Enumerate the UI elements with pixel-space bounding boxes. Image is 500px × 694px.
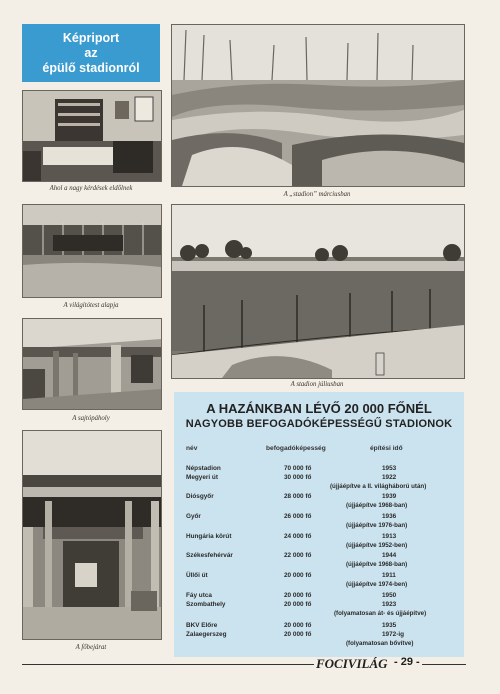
title-line-1: Képriport xyxy=(62,30,120,45)
lighting-base-photo xyxy=(22,204,162,298)
table-row-note: (folyamatosan át- és újjáépítve) xyxy=(334,610,427,617)
column-header-capacity: befogadóképesség xyxy=(266,445,326,452)
footer-rule-right xyxy=(422,664,466,665)
main-entrance-photo xyxy=(22,430,162,640)
report-title-box xyxy=(22,24,160,82)
stadium-july-caption: A stadion júliusban xyxy=(290,381,344,388)
stadium-march-caption: A „stadion” márciusban xyxy=(283,191,351,198)
column-header-year: építési idő xyxy=(370,445,403,452)
title-line-3: épülő stadionról xyxy=(42,60,140,75)
table-row-note: (újjáépítve 1976-ban) xyxy=(346,522,408,529)
press-box-photo xyxy=(22,318,162,410)
stadium-july-photo xyxy=(171,204,465,379)
table-row-note: (újjáépítve a II. világháború után) xyxy=(330,483,427,490)
table-heading-2: NAGYOBB BEFOGADÓKÉPESSÉGŰ STADIONOK xyxy=(185,418,453,430)
table-row-note: (újjáépítve 1968-ban) xyxy=(346,502,408,509)
press-box-caption: A sajtópáholy xyxy=(72,415,110,422)
table-row-note: (újjáépítve 1968-ban) xyxy=(346,561,408,568)
stadium-march-photo xyxy=(171,24,465,187)
title-line-2: az xyxy=(84,45,98,60)
stadium-table: A HAZÁNKBAN LÉVŐ 20 000 FŐNÉL NAGYOBB BEFOGADÓKÉPESSÉGŰ STADIONOK név befogadóképesség építési idő Népstadion 70 000 fő 1953 Megyeri út 30 000 fő 1922 (újjáépítve a II. világháború után) Diósgyőr 28 000 fő 1939 (újjáépítve 1968-ban) Győr 26 000 fő 1936 (újjáépítve 1976-ban) Hungária körút 24 000 fő 1913 (újjáépítve 1952-ben) Székesfehérvár 22 000 fő 1944 (újjáépítve 1968-ban) Üllői út 20 000 fő 1911 (újjáépítve 1974-ben) Fáy utca 20 000 fő 1950 Szombathely 20 000 fő 1923 (folyamatosan át- és újjáépítve) BKV Előre 20 000 fő 1935 Zalaegerszeg 20 000 fő 1972-ig (folyamatosan bővítve) xyxy=(174,392,464,657)
office-photo xyxy=(22,90,162,182)
table-heading-1: A HAZÁNKBAN LÉVŐ 20 000 FŐNÉL xyxy=(206,401,432,416)
page-number: - 29 - xyxy=(394,656,420,668)
column-header-name: név xyxy=(186,445,198,452)
table-row-note: (újjáépítve 1952-ben) xyxy=(346,542,408,549)
lighting-base-caption: A világítótest alapja xyxy=(63,302,119,309)
table-row-note: (folyamatosan bővítve) xyxy=(346,640,414,647)
footer-rule-left xyxy=(22,664,314,665)
office-caption: Ahol a nagy kérdések eldőlnek xyxy=(49,185,133,192)
table-row-note: (újjáépítve 1974-ben) xyxy=(346,581,408,588)
main-entrance-caption: A főbejárat xyxy=(75,644,107,651)
magazine-brand: FOCIVILÁG xyxy=(316,656,388,671)
